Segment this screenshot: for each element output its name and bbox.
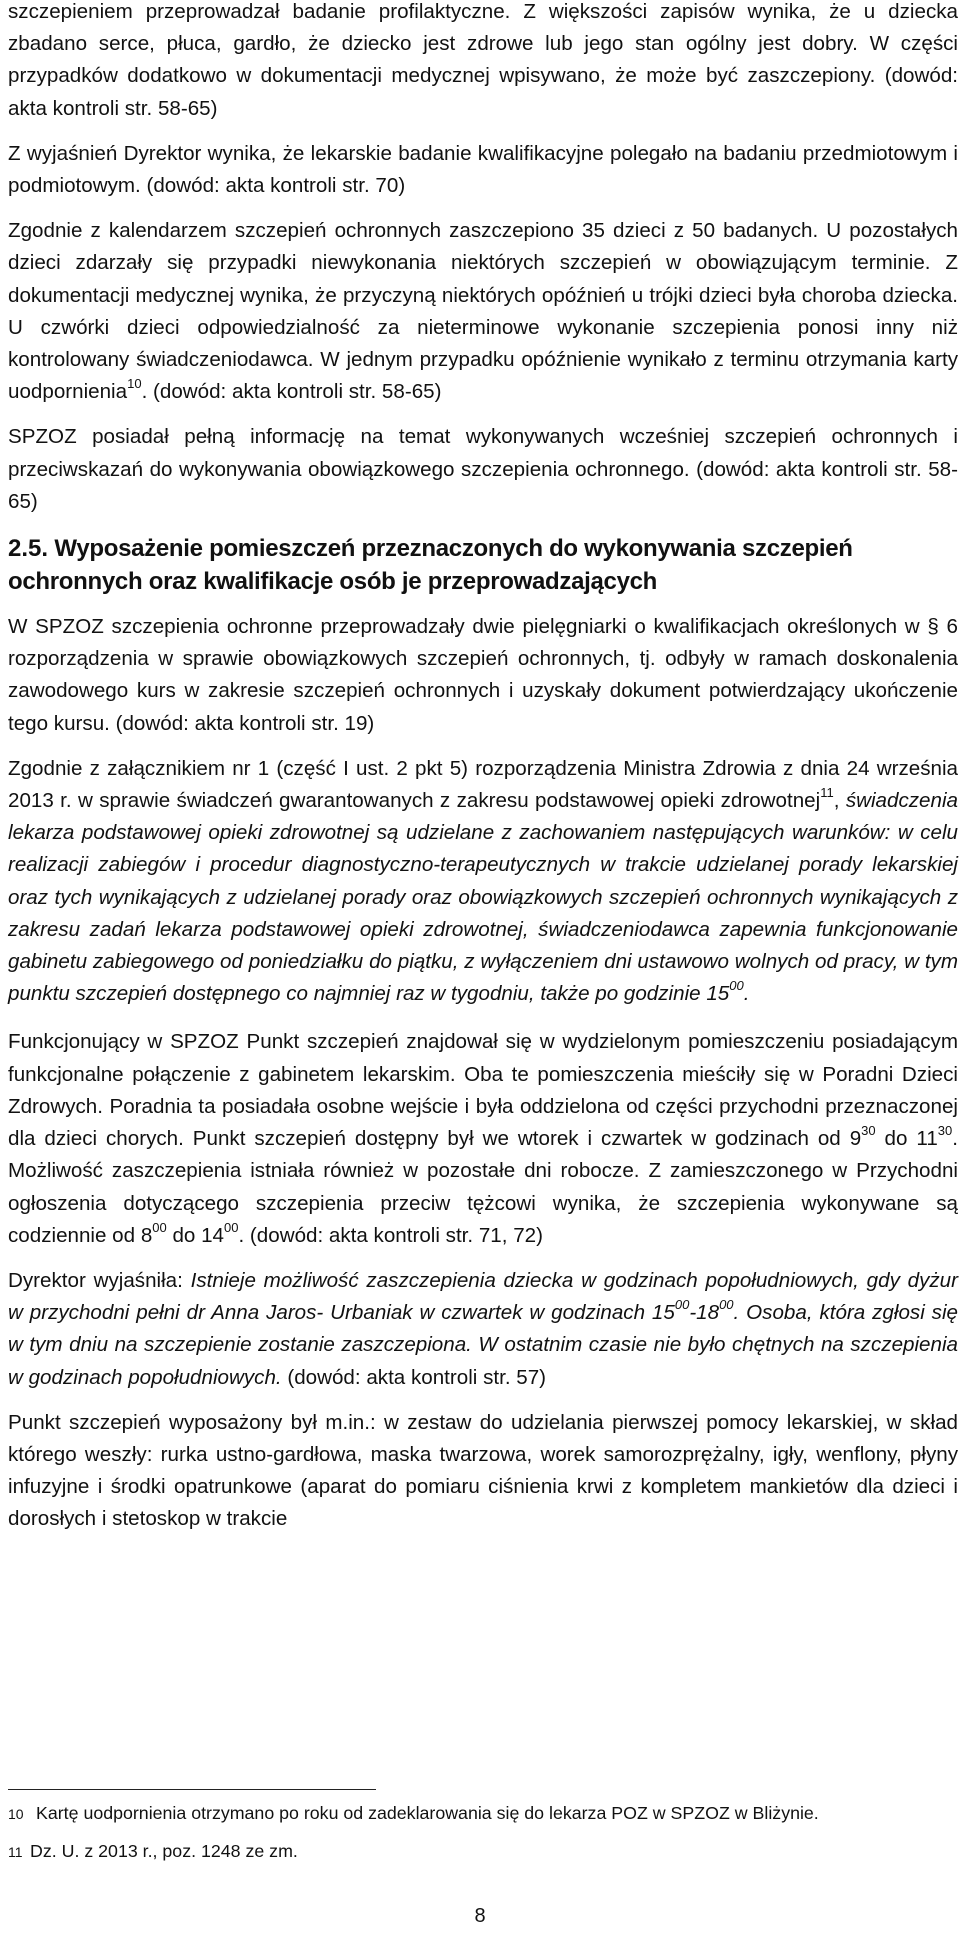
quote-italic: Istnieje możliwość zaszczepienia dziecka w godzinach popołudniowych, gdy dyżur w przychodni pełni dr Anna Jaros- Urbaniak w czwartek w godzinach $15^{00}-18^{00}$. Osoba, która zgłosi się w tym dniu na szczepienie zostanie zaszczepiona. W ostatnim czasie nie było chętnych na szczepienia w godzinach popołudniowych. xyxy=(8,1268,958,1389)
footnote-ref: 11 xyxy=(820,785,834,801)
paragraph: szczepieniem przeprowadzał badanie profilaktyczne. Z większości zapisów wynika, że u dziecka zbadano serce, płuca, gardło, że dziecko jest zdrowe lub jego stan ogólny jest dobry. W części przypadków dodatkowo w dokumentacji medycznej wpisywano, że może być zaszczepiony. (dowód: akta kontroli str. 58-65) xyxy=(8,0,958,120)
paragraph: Funkcjonujący w SPZOZ Punkt szczepień znajdował się w wydzielonym pomieszczeniu posiadającym funkcjonalne połączenie z gabinetem lekarskim. Oba te pomieszczenia mieściły się w Poradni Dzieci Zdrowych. Poradnia ta posiadała osobne wejście i była oddzielona od części przychodni przeznaczonej dla dzieci chorych. Punkt szczepień dostępny był we wtorek i czwartek w godzinach od $9^{30}$ do $11^{30}$. Możliwość zaszczepienia istniała również w pozostałe dni robocze. Z zamieszczonego w Przychodni ogłoszenia dotyczącego szczepienia przeciw tężcowi wynika, że szczepienia wykonywane są codziennie od $8^{00}$ do $14^{00}$. (dowód: akta kontroli str. 71, 72) xyxy=(8,1030,958,1247)
footnotes xyxy=(8,1800,958,1866)
footnote-ref: 10 xyxy=(127,376,142,392)
footnote: 11 Dz. U. z 2013 r., poz. 1248 ze zm. xyxy=(8,1841,298,1861)
section-heading: 2.5. Wyposażenie pomieszczeń przeznaczonych do wykonywania szczepień ochronnych oraz kwalifikacje osób je przeprowadzających xyxy=(8,535,853,596)
footnote-divider xyxy=(8,1789,376,1790)
paragraph: Punkt szczepień wyposażony był m.in.: w zestaw do udzielania pierwszej pomocy lekarskiej, w skład którego weszły: rurka ustno-gardłowa, maska twarzowa, worek samorozprężalny, igły, wenflony, płyny infuzyjne i środki opatrunkowe (aparat do pomiaru ciśnienia krwi z kompletem mankietów dla dzieci i dorosłych i stetoskop w trakcie xyxy=(8,1410,958,1531)
paragraph: SPZOZ posiadał pełną informację na temat wykonywanych wcześniej szczepień ochronnych i przeciwskazań do wykonywania obowiązkowego szczepienia ochronnego. (dowód: akta kontroli str. 58-65) xyxy=(8,425,958,513)
paragraph: Zgodnie z załącznikiem nr 1 (część I ust. 2 pkt 5) rozporządzenia Ministra Zdrowia z dnia 24 września 2013 r. w sprawie świadczeń gwarantowanych z zakresu podstawowej opieki zdrowotnej$^{11}$, świadczenia lekarza podstawowej opieki zdrowotnej są udzielane z zachowaniem następujących warunków: w celu realizacji zabiegów i procedur diagnostyczno-terapeutycznych w trakcie udzielanej porady lekarskiej oraz tych wynikających z udzielanej porady oraz obowiązkowych szczepień ochronnych wynikających z zakresu zadań lekarza podstawowej opieki zdrowotnej, świadczeniodawca zapewnia funkcjonowanie gabinetu zabiegowego od poniedziałku do piątku, z wyłączeniem dni ustawowo wolnych od pracy, w tym punktu szczepień dostępnego co najmniej raz w tygodniu, także po godzinie $15^{00}$. xyxy=(8,756,958,1006)
footnote: 10 Kartę uodpornienia otrzymano po roku od zadeklarowania się do lekarza POZ w SPZOZ w Bliżynie. xyxy=(8,1803,819,1823)
paragraph: Z wyjaśnień Dyrektor wynika, że lekarskie badanie kwalifikacyjne polegało na badaniu przedmiotowym i podmiotowym. (dowód: akta kontroli str. 70) xyxy=(8,141,958,198)
paragraph: Zgodnie z kalendarzem szczepień ochronnych zaszczepiono 35 dzieci z 50 badanych. U pozostałych dzieci zdarzały się przypadki niewykonania niektórych szczepień w obowiązującym terminie. Z dokumentacji medycznej wynika, że przyczyną niektórych opóźnień u trójki dzieci była choroba dziecka. U czwórki dzieci odpowiedzialność za nieterminowe wykonanie szczepienia ponosi inny niż kontrolowany świadczeniodawca. W jednym przypadku opóźnienie wynikało z terminu otrzymania karty uodpornienia$^{10}$. (dowód: akta kontroli str. 58-65) xyxy=(8,219,958,404)
quote-italic: świadczenia lekarza podstawowej opieki zdrowotnej są udzielane z zachowaniem następujących warunków: w celu realizacji zabiegów i procedur diagnostyczno-terapeutycznych w trakcie udzielanej porady lekarskiej oraz tych wynikających z udzielanej porady oraz obowiązkowych szczepień ochronnych wynikających z zakresu zadań lekarza podstawowej opieki zdrowotnej, świadczeniodawca zapewnia funkcjonowanie gabinetu zabiegowego od poniedziałku do piątku, z wyłączeniem dni ustawowo wolnych od pracy, w tym punktu szczepień dostępnego co najmniej raz w tygodniu, także po godzinie $15^{00}$. xyxy=(8,789,958,1006)
document-page xyxy=(8,0,958,1536)
page-number: 8 xyxy=(474,1905,486,1927)
paragraph: W SPZOZ szczepienia ochronne przeprowadzały dwie pielęgniarki o kwalifikacjach określonych w § 6 rozporządzenia w sprawie obowiązkowych szczepień ochronnych, tj. odbyły w ramach doskonalenia zawodowego kurs w zakresie szczepień ochronnych i uzyskały dokument potwierdzający ukończenie tego kursu. (dowód: akta kontroli str. 19) xyxy=(8,615,958,735)
paragraph: Dyrektor wyjaśniła: Istnieje możliwość zaszczepienia dziecka w godzinach popołudniowych, gdy dyżur w przychodni pełni dr Anna Jaros- Urbaniak w czwartek w godzinach $15^{00}-18^{00}$. Osoba, która zgłosi się w tym dniu na szczepienie zostanie zaszczepiona. W ostatnim czasie nie było chętnych na szczepienia w godzinach popołudniowych. (dowód: akta kontroli str. 57) xyxy=(8,1268,958,1389)
